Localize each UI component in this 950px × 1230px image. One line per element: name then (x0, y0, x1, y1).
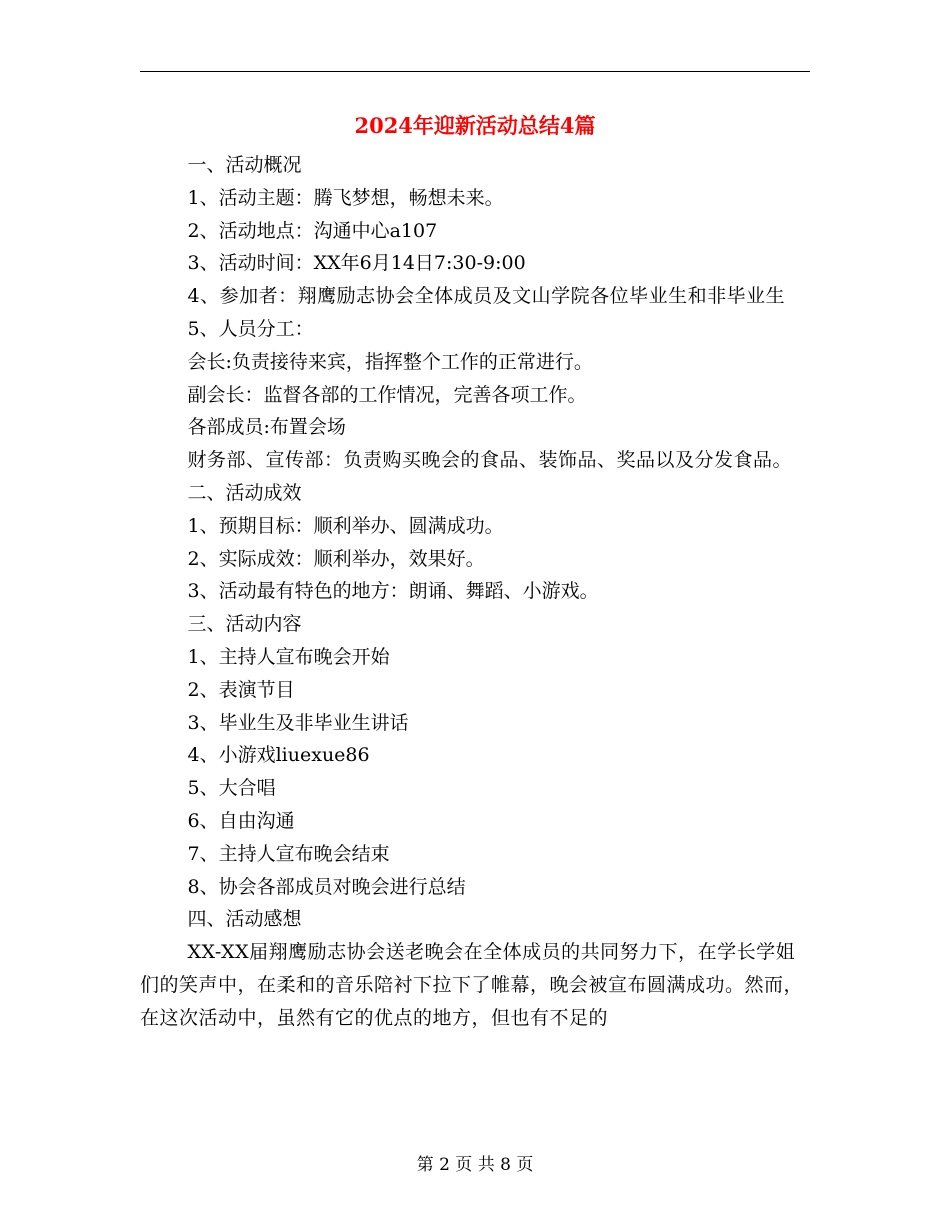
section-heading: 四、活动感想 (187, 908, 302, 931)
paragraph: 3、活动最有特色的地方：朗诵、舞蹈、小游戏。 (187, 580, 599, 603)
document-title: 2024年迎新活动总结4篇 (354, 113, 596, 138)
section-heading: 一、活动概况 (187, 154, 302, 176)
section-heading: 三、活动内容 (187, 613, 302, 636)
document-body (140, 149, 810, 1035)
paragraph: 1、主持人宣布晚会开始 (187, 645, 390, 668)
paragraph: 3、毕业生及非毕业生讲话 (187, 711, 409, 734)
paragraph: 4、小游戏liuexue86 (187, 744, 370, 767)
paragraph: 2、实际成效：顺利举办，效果好。 (187, 547, 485, 570)
paragraph: 副会长：监督各部的工作情况，完善各项工作。 (187, 383, 587, 406)
section-heading: 二、活动成效 (187, 481, 302, 504)
paragraph: 3、活动时间：XX年6月14日7:30-9:00 (187, 252, 526, 275)
paragraph: 各部成员:布置会场 (187, 416, 346, 439)
paragraph: 2、表演节目 (187, 678, 295, 701)
paragraph: 8、协会各部成员对晚会进行总结 (187, 875, 466, 898)
paragraph: 5、人员分工： (187, 317, 314, 340)
page-footer: 第 2 页 共 8 页 (416, 1155, 534, 1175)
header-rule (140, 71, 810, 72)
paragraph: 财务部、宣传部：负责购买晚会的食品、装饰品、奖品以及分发食品。 (187, 449, 793, 472)
paragraph: 1、活动主题：腾飞梦想，畅想未来。 (187, 186, 504, 209)
paragraph: XX-XX届翔鹰励志协会送老晚会在全体成员的共同努力下，在学长学姐们的笑声中，在柔和的音乐陪衬下拉下了帷幕，晚会被宣布圆满成功。然而，在这次活动中，虽然有它的优点的地方，但也有不足的 (140, 941, 804, 1029)
paragraph: 1、预期目标：顺利举办、圆满成功。 (187, 514, 504, 537)
paragraph: 7、主持人宣布晚会结束 (187, 842, 390, 865)
paragraph: 6、自由沟通 (187, 809, 295, 832)
paragraph: 4、参加者：翔鹰励志协会全体成员及文山学院各位毕业生和非毕业生 (187, 285, 786, 308)
paragraph: 2、活动地点：沟通中心a107 (187, 219, 438, 242)
paragraph: 5、大合唱 (187, 777, 276, 800)
paragraph: 会长:负责接待来宾，指挥整个工作的正常进行。 (187, 350, 593, 373)
